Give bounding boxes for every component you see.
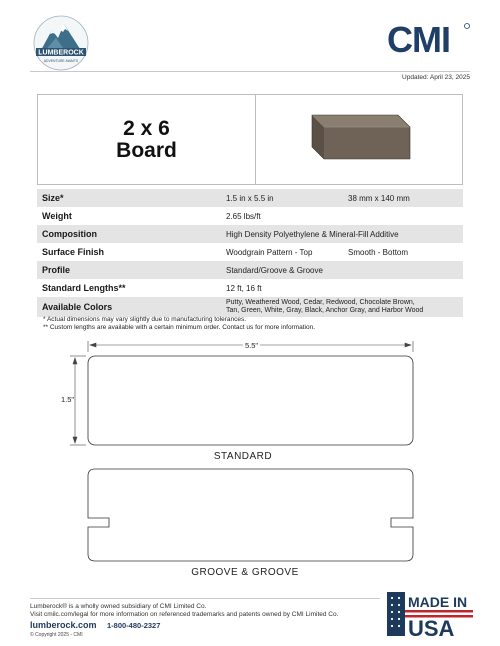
spec-value-metric: 38 mm x 140 mm: [348, 193, 410, 203]
spec-value-bottom: Smooth - Bottom: [348, 247, 409, 257]
product-image-panel: [256, 95, 462, 184]
spec-value-text: 2.65 lbs/ft: [226, 211, 261, 221]
copyright: © Copyright 2025 - CMI: [30, 632, 83, 638]
product-title-box: [37, 94, 463, 185]
spec-value-colors-line1: Putty, Weathered Wood, Cedar, Redwood, Chocolate Brown,: [226, 299, 415, 306]
spec-label: Standard Lengths**: [42, 283, 126, 293]
spec-row-lengths: [37, 279, 463, 297]
footer-legal: Visit cmilc.com/legal for more information on referenced trademarks and patents owned by CMI Limited Co.: [30, 611, 339, 618]
spec-row-colors: [37, 297, 463, 317]
footnote-lengths: ** Custom lengths are available with a certain minimum order. Contact us for more information.: [43, 323, 316, 331]
footer-divider: [30, 598, 380, 599]
spec-label: Size*: [42, 193, 64, 203]
footnote-dimensions: * Actual dimensions may vary slightly due to manufacturing tolerances.: [43, 316, 247, 323]
spec-label: Profile: [42, 265, 71, 275]
board-image: [298, 107, 416, 169]
spec-label: Available Colors: [42, 302, 113, 312]
lumberock-logo-text: LUMBEROCK: [38, 49, 84, 57]
updated-date: Updated: April 23, 2025: [402, 74, 470, 81]
standard-profile: [88, 356, 413, 445]
product-title: [38, 95, 256, 184]
spec-row-profile: [37, 261, 463, 279]
website-link[interactable]: lumberock.com: [30, 620, 97, 630]
badge-usa: USA: [408, 616, 455, 638]
standard-label: STANDARD: [213, 451, 273, 462]
spec-value-text: 12 ft, 16 ft: [226, 283, 262, 293]
spec-value: [226, 284, 463, 293]
height-dimension-label: 1.5": [61, 395, 75, 404]
spec-row-size: [37, 189, 463, 207]
spec-label: Surface Finish: [42, 247, 105, 257]
phone-number[interactable]: 1-800-480-2327: [107, 621, 161, 630]
badge-made-in: MADE IN: [408, 594, 468, 610]
lumberock-tagline: ADVENTURE AWAITS: [43, 59, 79, 63]
cmi-logo: [387, 22, 471, 56]
cmi-logo-text: CMI: [387, 22, 450, 56]
spec-table: [37, 189, 463, 317]
spec-value: [226, 194, 463, 203]
spec-value-text: High Density Polyethylene & Mineral-Fill Additive: [226, 229, 399, 239]
spec-value-colors-line2: Tan, Green, White, Gray, Black, Anchor Gray, and Harbor Wood: [226, 307, 424, 314]
made-in-usa-badge: [387, 590, 473, 638]
spec-value: [226, 230, 463, 239]
spec-value-top: Woodgrain Pattern - Top: [226, 247, 313, 257]
product-title-name: Board: [116, 138, 177, 162]
header-divider: [30, 71, 470, 72]
footnotes: [43, 316, 315, 331]
spec-row-composition: [37, 225, 463, 243]
spec-value: [226, 212, 463, 221]
spec-label: Composition: [42, 229, 97, 239]
spec-row-weight: [37, 207, 463, 225]
flag-canton-icon: [387, 592, 405, 636]
lumberock-logo: [30, 14, 92, 72]
groove-label: GROOVE & GROOVE: [191, 567, 299, 578]
spec-row-surface-finish: [37, 243, 463, 261]
spec-value: [226, 299, 463, 315]
footer-subsidiary: Lumberock® is a wholly owned subsidiary of CMI Limited Co.: [30, 603, 207, 610]
spec-value-text: Standard/Groove & Groove: [226, 265, 323, 275]
spec-label: Weight: [42, 211, 72, 221]
width-dimension-label: 5.5": [245, 341, 259, 350]
spec-value: [226, 248, 463, 257]
spec-value-imperial: 1.5 in x 5.5 in: [226, 193, 274, 203]
groove-profile: [88, 469, 413, 561]
product-title-size: 2 x 6: [123, 116, 170, 140]
spec-value: [226, 266, 463, 275]
